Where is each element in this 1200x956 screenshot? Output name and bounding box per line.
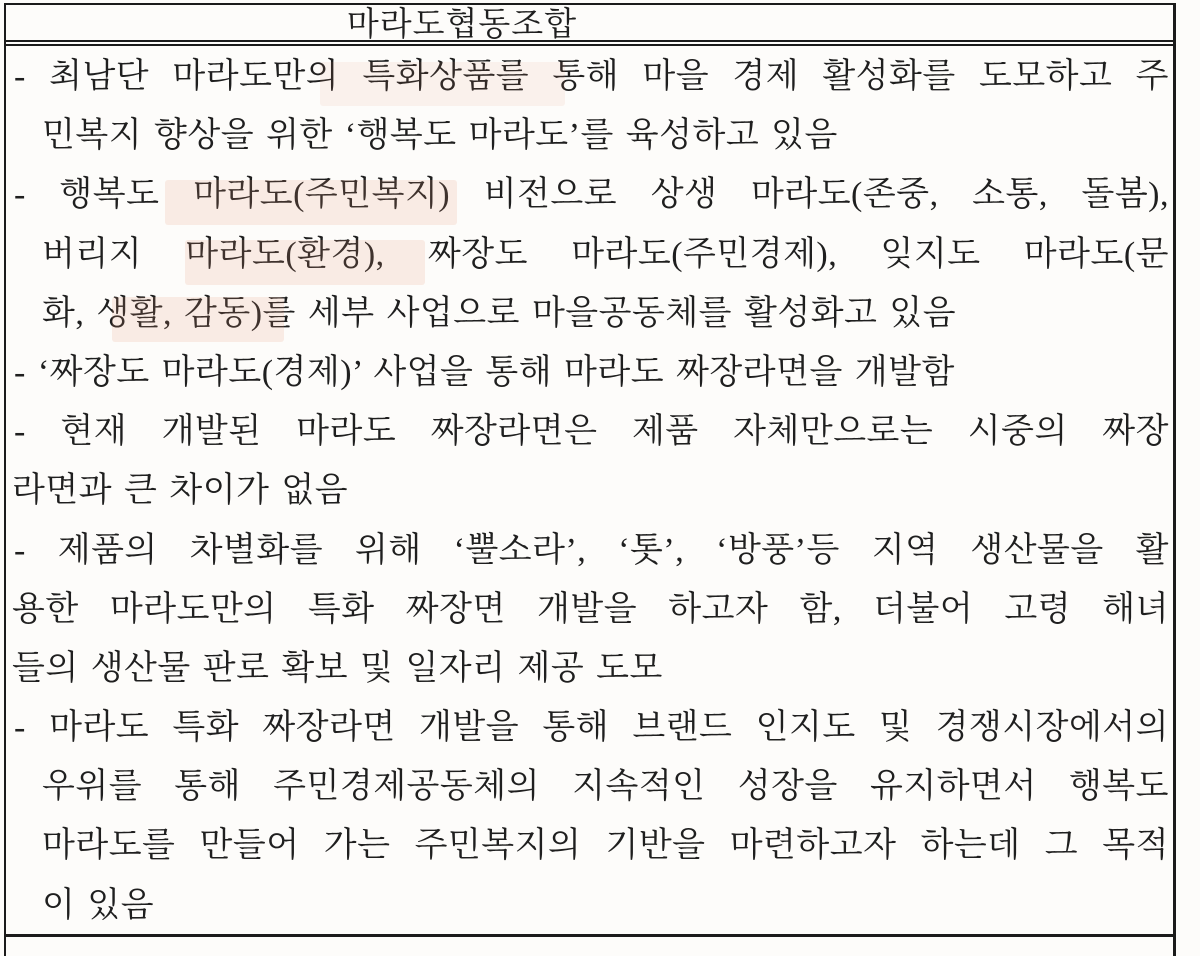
body-line: - ‘짜장도 마라도(경제)’ 사업을 통해 마라도 짜장라면을 개발함 [14,353,955,391]
cooperative-table [4,3,1176,956]
body-line: - 행복도 마라도(주민복지) 비전으로 상생 마라도(존중, 소통, 돌봄), [14,176,1169,214]
next-row-sliver [6,937,1173,949]
body-line: 민복지 향상을 위한 ‘행복도 마라도’를 육성하고 있음 [42,117,838,155]
body-line: - 최남단 마라도만의 특화상품를 통해 마을 경제 활성화를 도모하고 주 [14,58,1169,95]
body-line: 용한 마라도만의 특화 짜장면 개발을 하고자 함, 더불어 고령 해녀 [12,590,1169,628]
body-line: - 마라도 특화 짜장라면 개발을 통해 브랜드 인지도 및 경쟁시장에서의 [14,709,1169,747]
table-body-cell [6,46,1173,937]
body-line: 우위를 통해 주민경제공동체의 지속적인 성장을 유지하면서 행복도 [42,768,1169,806]
body-line: - 현재 개발된 마라도 짜장라면은 제품 자체만으로는 시중의 짜장 [14,413,1169,451]
body-line: - 제품의 차별화를 위해 ‘뿔소라’, ‘톳’, ‘방풍’등 지역 생산물을 활 [14,531,1169,569]
body-line: 버리지 마라도(환경), 짜장도 마라도(주민경제), 잊지도 마라도(문 [42,235,1169,273]
body-line: 들의 생산물 판로 확보 및 일자리 제공 도모 [12,649,663,687]
body-line: 마라도를 만들어 가는 주민복지의 기반을 마련하고자 하는데 그 목적 [42,827,1169,865]
table-header-row [6,5,1173,46]
body-line: 이 있음 [42,886,155,924]
table-title: 마라도협동조합 [346,7,578,43]
body-line: 라면과 큰 차이가 없음 [12,472,349,510]
body-line: 화, 생활, 감동)를 세부 사업으로 마을공동체를 활성화고 있음 [42,294,957,332]
